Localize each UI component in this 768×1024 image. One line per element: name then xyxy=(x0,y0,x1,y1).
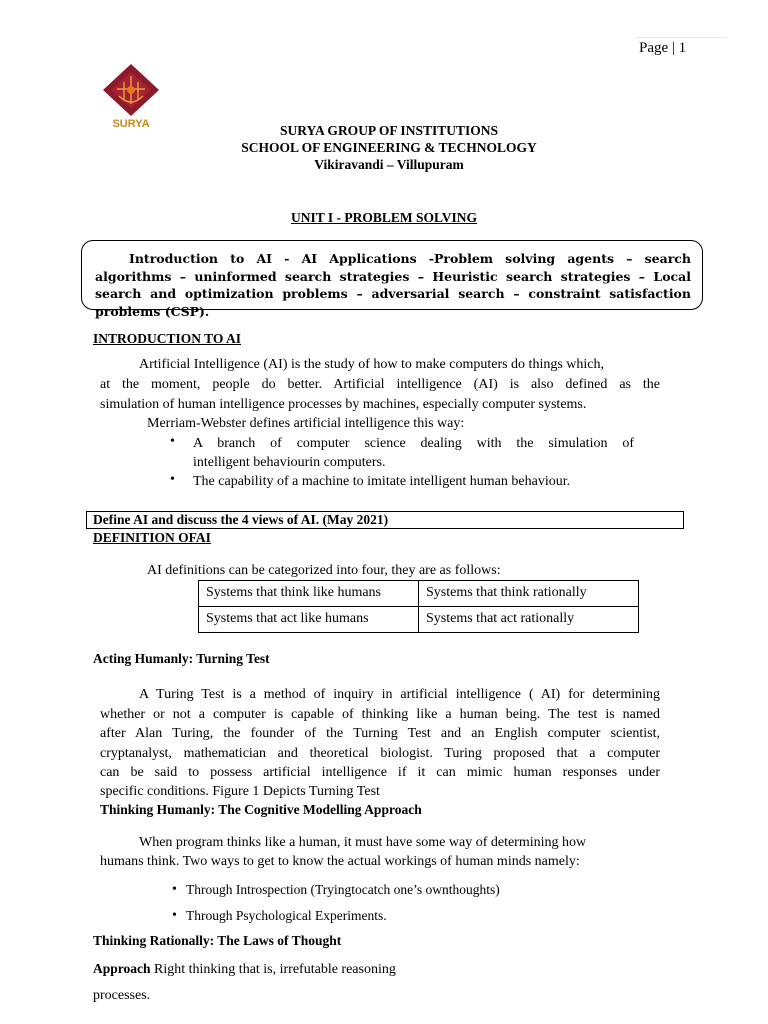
turing-line-5: can be said to possess artificial intelligence if it can mimic human responses under xyxy=(100,765,660,780)
bullet-dot: • xyxy=(172,882,177,897)
bullet-1-line-2: intelligent behaviourin computers. xyxy=(193,455,386,470)
institution-name: SURYA GROUP OF INSTITUTIONS xyxy=(280,123,498,138)
approach-rest: Right thinking that is, irrefutable reasoning xyxy=(150,962,396,977)
question-box xyxy=(86,511,684,529)
turing-line-1: A Turing Test is a method of inquiry in artificial intelligence ( AI) for determining xyxy=(139,687,660,702)
logo-text: SURYA xyxy=(112,118,150,130)
turing-line-2: whether or not a computer is capable of thinking like a human being. The test is named xyxy=(100,707,660,722)
bullet-1-line-1: A branch of computer science dealing with the simulation of xyxy=(193,436,634,451)
unit-title: UNIT I - PROBLEM SOLVING xyxy=(290,210,478,225)
approach-bold: Approach xyxy=(93,961,151,976)
table-row xyxy=(199,581,639,607)
introspection-item: Through Introspection (Tryingtocatch one’s ownthoughts) xyxy=(186,882,500,897)
page-number-rule xyxy=(636,37,726,38)
psychological-item: Through Psychological Experiments. xyxy=(186,908,387,923)
definition-heading: DEFINITION OFAI xyxy=(93,530,211,545)
table-cell: Systems that think like humans xyxy=(199,581,419,607)
intro-para-line-1: Artificial Intelligence (AI) is the study of how to make computers do things which, xyxy=(139,357,605,372)
intro-heading: INTRODUCTION TO AI xyxy=(93,331,242,346)
cognitive-line-2: humans think. Two ways to get to know the actual workings of human minds namely: xyxy=(100,854,580,869)
bullet-2: The capability of a machine to imitate intelligent human behaviour. xyxy=(193,474,571,489)
definition-lead: AI definitions can be categorized into four, they are as follows: xyxy=(147,563,501,578)
table-cell: Systems that act rationally xyxy=(419,607,639,633)
surya-logo xyxy=(97,62,165,132)
intro-para-line-2: at the moment, people do better. Artificial intelligence (AI) is also defined as the xyxy=(100,377,660,392)
turing-line-6: specific conditions. Figure 1 Depicts Turning Test xyxy=(100,784,380,799)
bullet-dot: • xyxy=(172,908,177,923)
table-cell: Systems that think rationally xyxy=(419,581,639,607)
acting-humanly-heading: Acting Humanly: Turning Test xyxy=(93,651,270,666)
surya-logo-icon xyxy=(97,62,165,132)
turing-line-3: after Alan Turing, the founder of the Turning Test and an English computer scientist, xyxy=(100,726,660,741)
table-row xyxy=(199,607,639,633)
merriam-line: Merriam-Webster defines artificial intelligence this way: xyxy=(147,416,465,431)
page-number: Page | 1 xyxy=(639,40,687,56)
processes-line: processes. xyxy=(93,988,151,1003)
table-cell: Systems that act like humans xyxy=(199,607,419,633)
syllabus-box xyxy=(81,240,703,319)
turing-line-4: cryptanalyst, mathematician and theoretical biologist. Turing proposed that a computer xyxy=(100,746,660,761)
bullet-dot: • xyxy=(170,434,175,449)
intro-para-line-3: simulation of human intelligence processes by machines, especially computer systems. xyxy=(100,397,587,412)
school-name: SCHOOL OF ENGINEERING & TECHNOLOGY xyxy=(241,140,537,155)
four-views-table xyxy=(198,580,639,633)
location: Vikiravandi – Villupuram xyxy=(314,157,464,172)
syllabus-text: Introduction to AI - AI Applications -Problem solving agents – search algorithms – uninformed search strategies – Heuristic search strategies – Local search and optimization problems – adversarial search – constraint satisfaction problems (CSP). xyxy=(95,251,691,319)
approach-line xyxy=(93,959,396,980)
question-text: Define AI and discuss the 4 views of AI. (May 2021) xyxy=(93,512,389,527)
thinking-rationally-heading: Thinking Rationally: The Laws of Thought xyxy=(93,933,342,948)
cognitive-line-1: When program thinks like a human, it must have some way of determining how xyxy=(139,835,587,850)
bullet-dot: • xyxy=(170,472,175,487)
thinking-humanly-heading: Thinking Humanly: The Cognitive Modelling Approach xyxy=(100,802,422,817)
